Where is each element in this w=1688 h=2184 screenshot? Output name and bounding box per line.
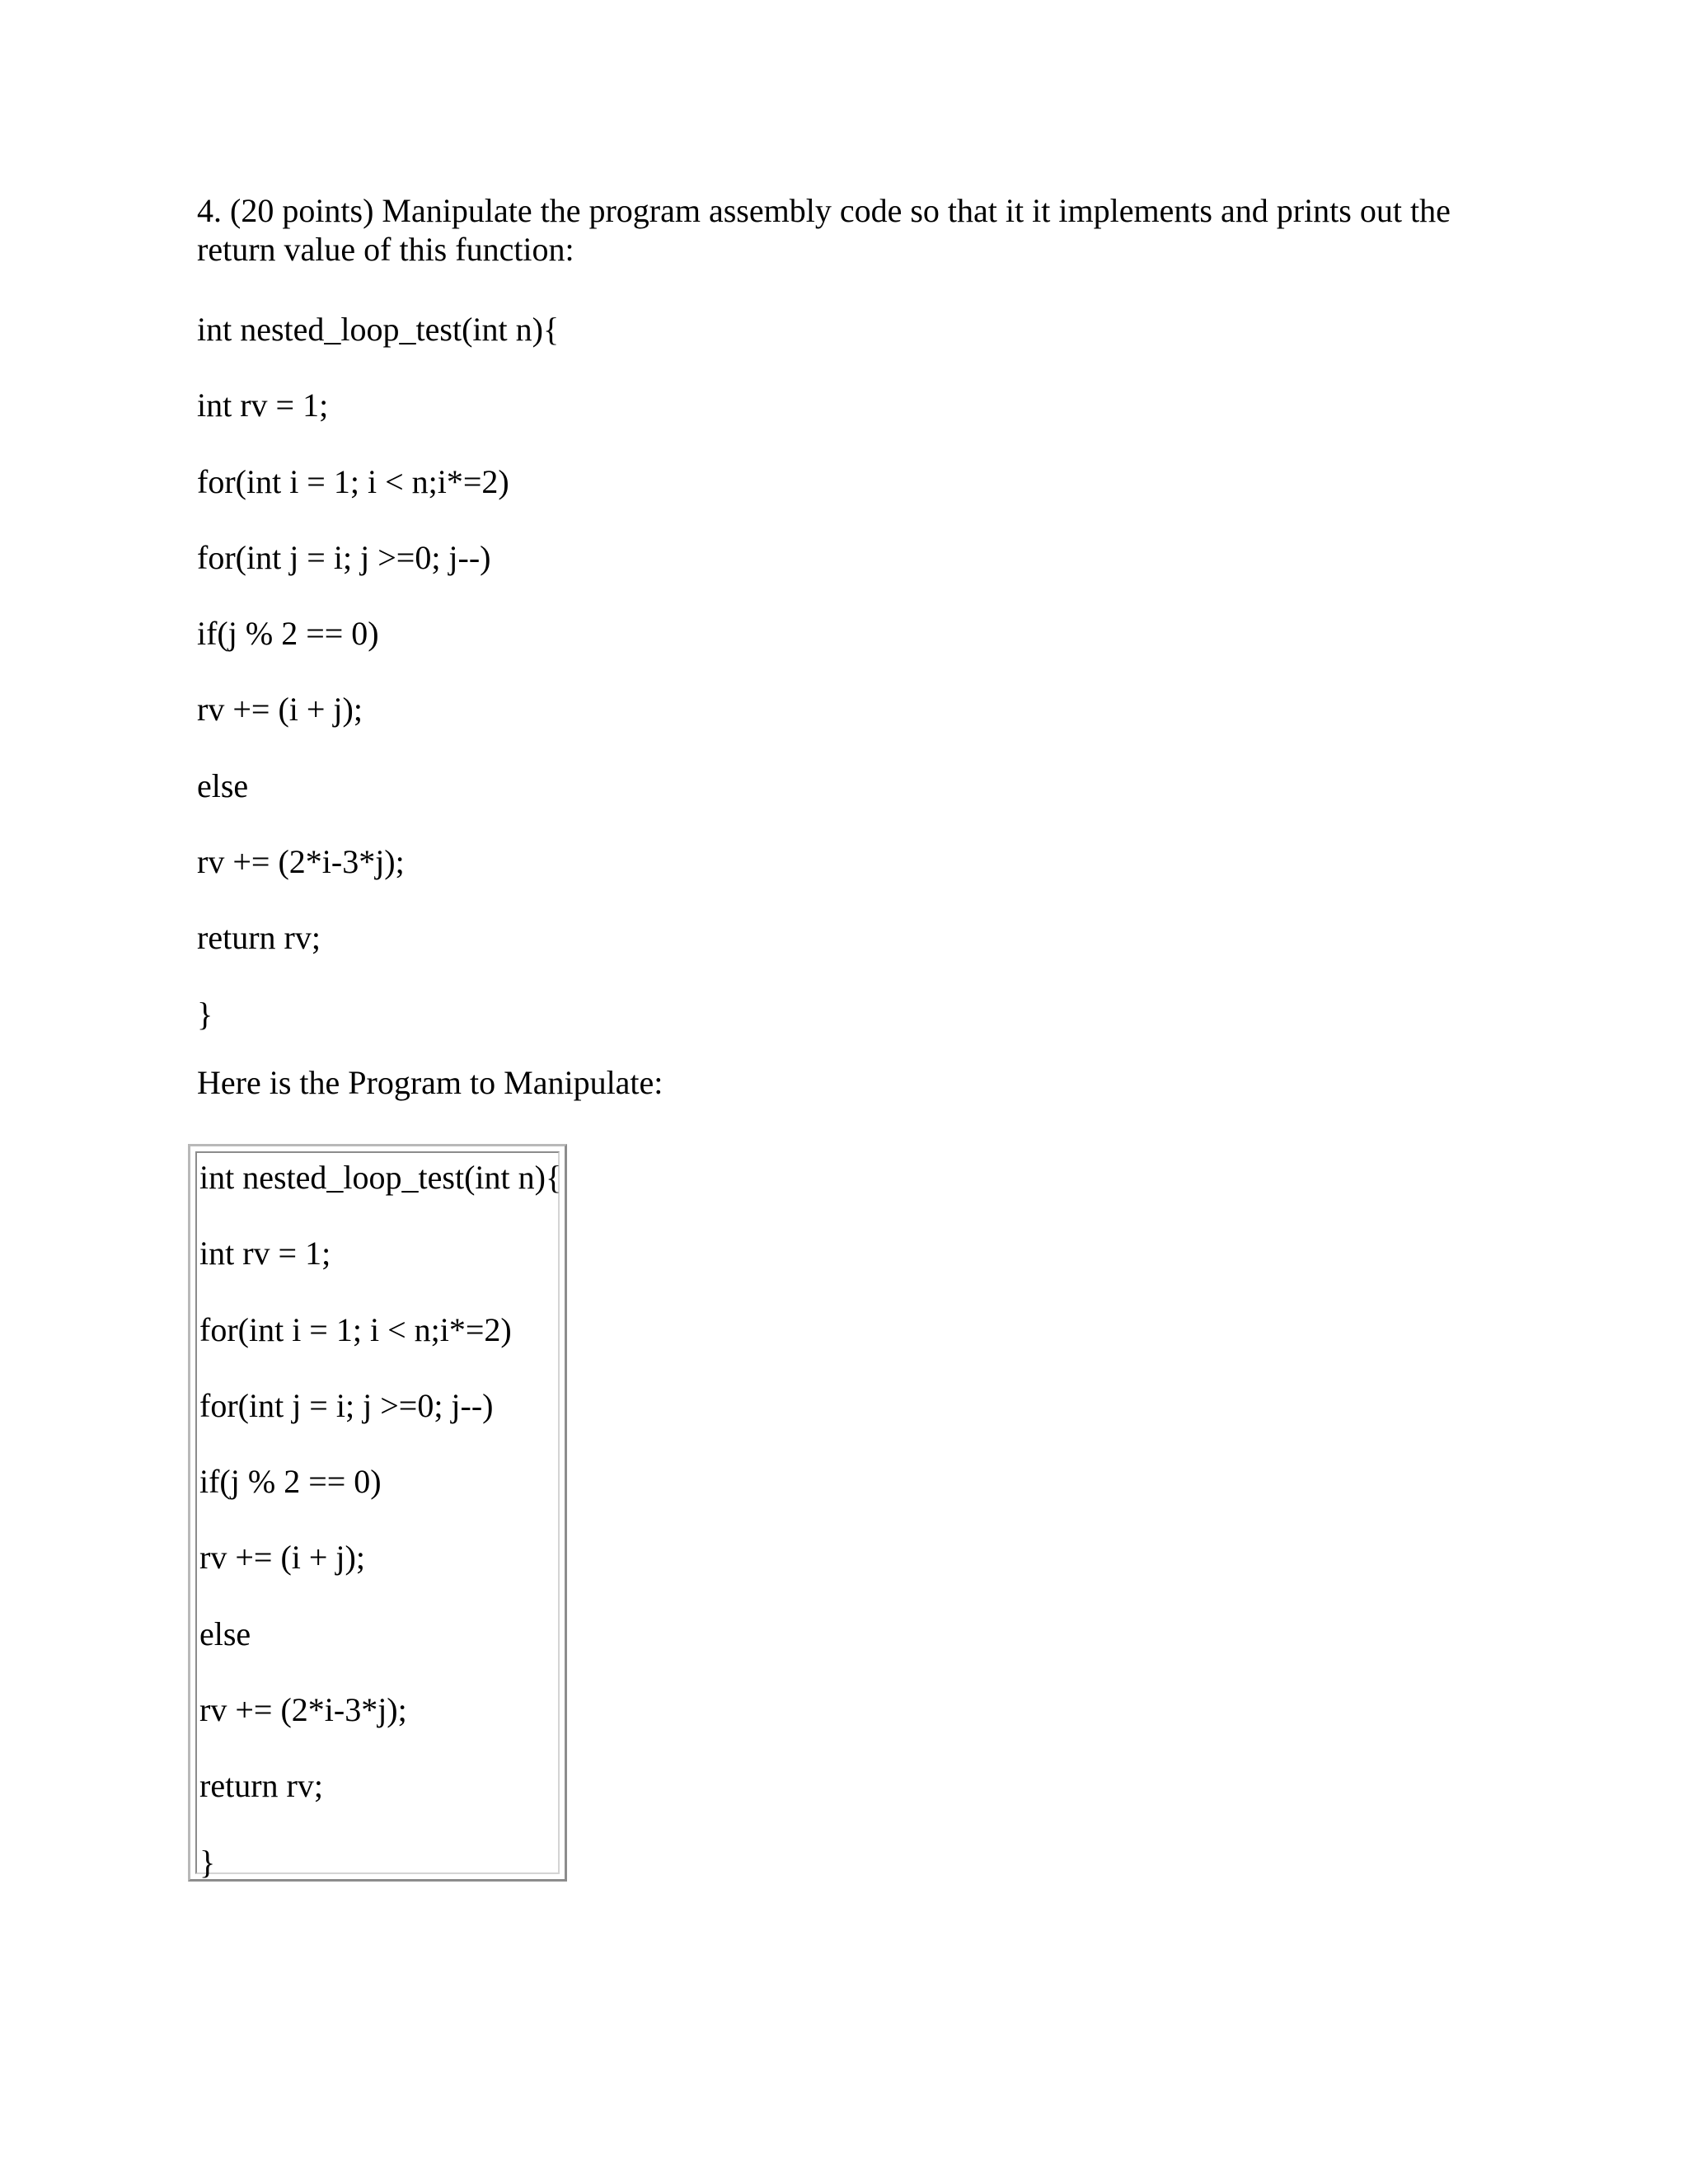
program-code-line: rv += (i + j); — [199, 1539, 365, 1577]
program-textarea[interactable] — [188, 1144, 567, 1882]
program-code-line: else — [199, 1615, 251, 1652]
program-code-line: rv += (2*i-3*j); — [199, 1691, 407, 1729]
code-line: for(int j = i; j >=0; j--) — [197, 538, 491, 576]
code-line: } — [197, 995, 213, 1033]
code-line: int rv = 1; — [197, 387, 329, 424]
program-textarea-inner[interactable] — [195, 1151, 562, 1881]
code-line: return rv; — [197, 919, 321, 957]
program-code-line: int rv = 1; — [199, 1235, 331, 1272]
code-line: for(int i = 1; i < n;i*=2) — [197, 462, 509, 500]
program-code-line: for(int j = i; j >=0; j--) — [199, 1386, 494, 1424]
program-intro-text: Here is the Program to Manipulate: — [197, 1064, 663, 1101]
program-code-line: int nested_loop_test(int n){ — [199, 1159, 562, 1196]
code-line: if(j % 2 == 0) — [197, 615, 379, 653]
program-code-lines — [199, 1158, 561, 1919]
function-code-block — [197, 310, 559, 1071]
program-code-line: return rv; — [199, 1767, 323, 1805]
code-line: else — [197, 766, 249, 804]
program-code-line: } — [199, 1843, 216, 1881]
program-code-line: if(j % 2 == 0) — [199, 1463, 382, 1501]
question-text: 4. (20 points) Manipulate the program assembly code so that it it implements and prints out the return value of this function: — [197, 192, 1451, 268]
code-line: int nested_loop_test(int n){ — [197, 311, 560, 348]
program-code-line: for(int i = 1; i < n;i*=2) — [199, 1310, 512, 1348]
code-line: rv += (2*i-3*j); — [197, 843, 405, 881]
code-line: rv += (i + j); — [197, 691, 363, 729]
